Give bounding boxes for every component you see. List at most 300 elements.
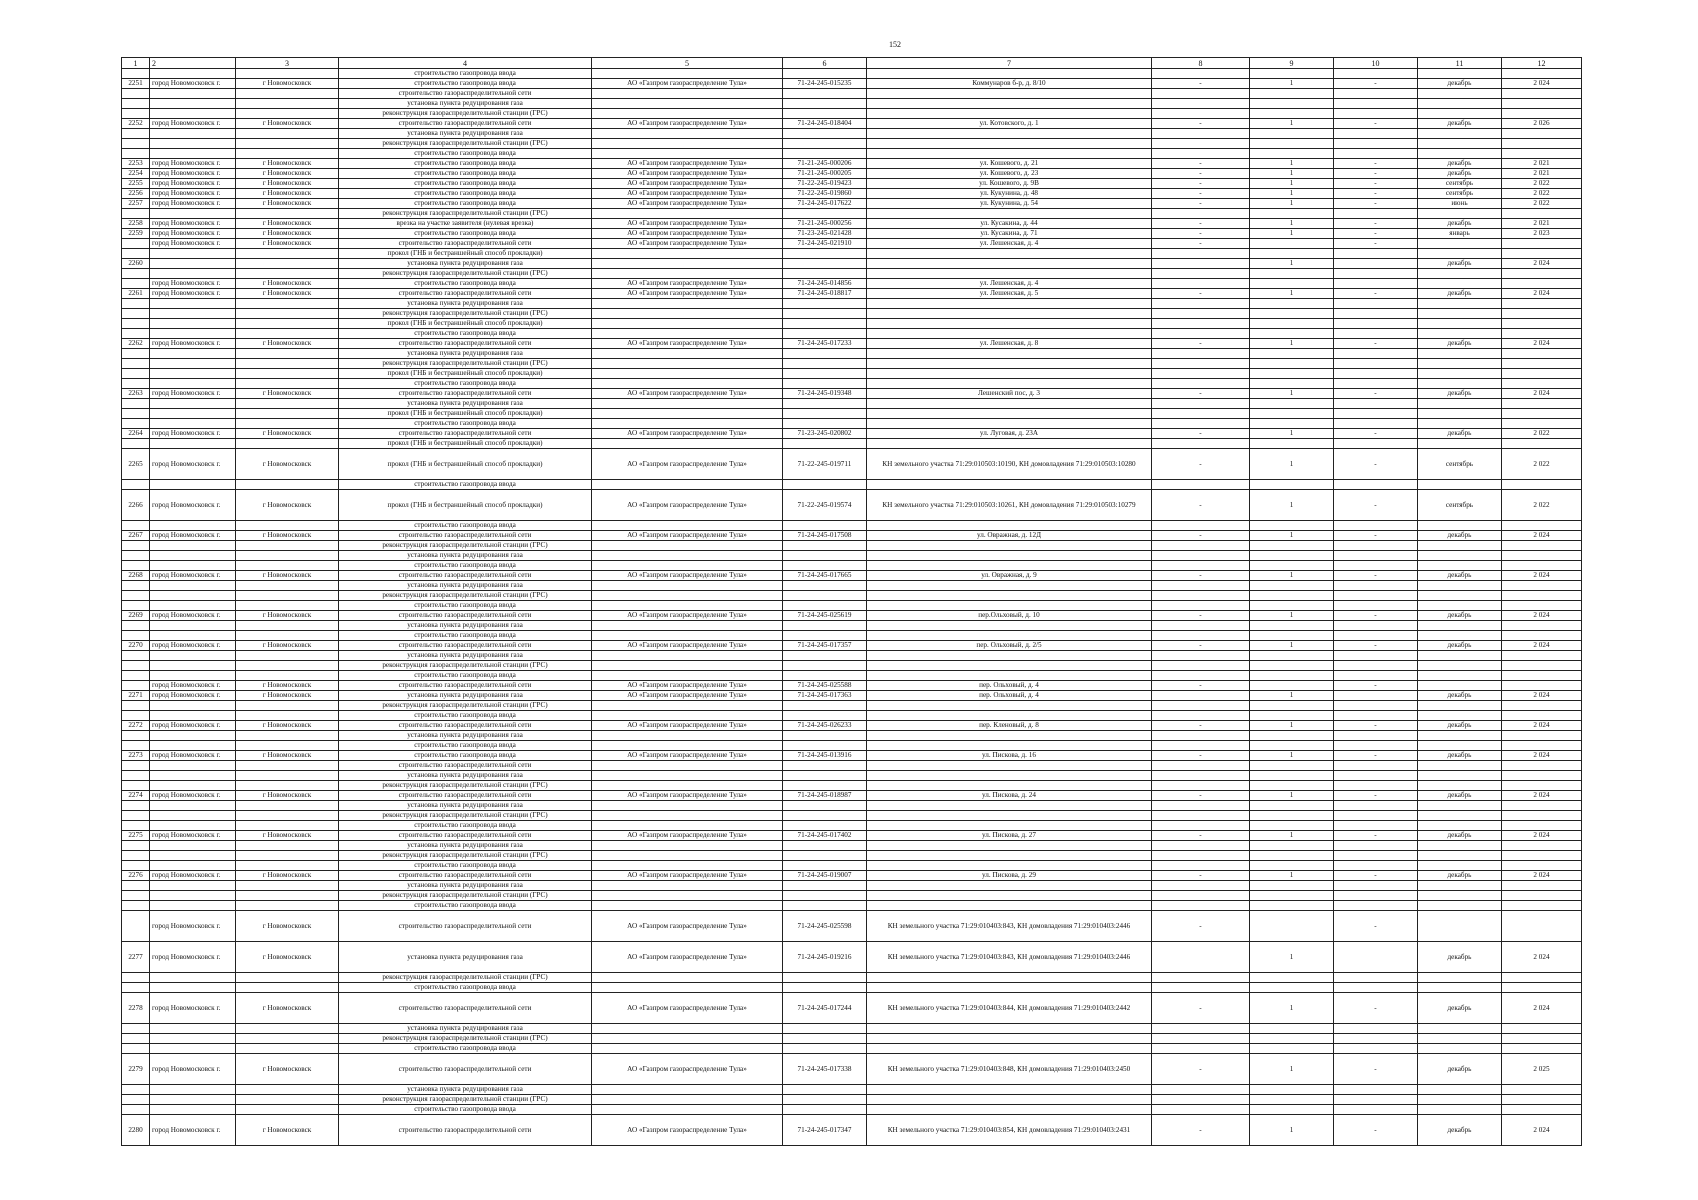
cell-municipality: г Новомосковск [236,119,339,129]
cell-address [867,781,1152,791]
cell-application-number [783,249,867,259]
cell-col-8: - [1152,119,1250,129]
cell-municipality [236,1085,339,1095]
cell-col-10 [1334,811,1418,821]
cell-settlement [150,601,236,611]
cell-work-type: строительство газопровода ввода [339,189,592,199]
cell-month [1418,781,1502,791]
cell-count [1250,771,1334,781]
cell-col-8 [1152,409,1250,419]
cell-count: 1 [1250,611,1334,621]
cell-month [1418,209,1502,219]
cell-count: 1 [1250,199,1334,209]
cell-count: 1 [1250,339,1334,349]
cell-year [1502,149,1582,159]
cell-month [1418,269,1502,279]
cell-address [867,139,1152,149]
cell-col-10: - [1334,681,1418,691]
cell-organization: АО «Газпром газораспределение Тула» [592,791,783,801]
table-row [122,1044,1582,1054]
cell-year: 2 024 [1502,791,1582,801]
cell-municipality: г Новомосковск [236,911,339,942]
cell-month: декабрь [1418,993,1502,1024]
cell-month [1418,1095,1502,1105]
cell-col-8 [1152,891,1250,901]
cell-col-10: - [1334,119,1418,129]
cell-work-type: установка пункта редуцирования газа [339,129,592,139]
cell-settlement [150,591,236,601]
cell-work-type: строительство газораспределительной сети [339,993,592,1024]
cell-col-8: - [1152,339,1250,349]
cell-month [1418,521,1502,531]
table-row [122,179,1582,189]
table-row [122,239,1582,249]
cell-count [1250,1085,1334,1095]
cell-count [1250,781,1334,791]
cell-row-number [122,139,150,149]
cell-col-8 [1152,761,1250,771]
cell-col-8 [1152,109,1250,119]
cell-address: ул. Овражная, д. 12Д [867,531,1152,541]
cell-row-number [122,349,150,359]
cell-application-number [783,480,867,490]
cell-col-8: - [1152,911,1250,942]
cell-col-10: - [1334,179,1418,189]
cell-col-8 [1152,139,1250,149]
cell-year: 2 026 [1502,119,1582,129]
table-row [122,379,1582,389]
cell-settlement [150,359,236,369]
cell-row-number [122,621,150,631]
cell-municipality [236,881,339,891]
cell-month: декабрь [1418,751,1502,761]
cell-row-number [122,881,150,891]
cell-count [1250,881,1334,891]
cell-work-type: строительство газораспределительной сети [339,239,592,249]
table-row [122,911,1582,942]
cell-row-number [122,359,150,369]
cell-col-8: - [1152,1115,1250,1146]
cell-year: 2 024 [1502,79,1582,89]
cell-row-number [122,379,150,389]
cell-row-number [122,149,150,159]
cell-settlement: город Новомосковск г. [150,611,236,621]
cell-settlement [150,541,236,551]
cell-col-8 [1152,1085,1250,1095]
cell-organization [592,129,783,139]
cell-organization [592,521,783,531]
cell-col-10: - [1334,79,1418,89]
cell-settlement [150,419,236,429]
cell-col-10 [1334,671,1418,681]
cell-year: 2 024 [1502,611,1582,621]
cell-address: ул. Пискова, д. 27 [867,831,1152,841]
cell-municipality: г Новомосковск [236,993,339,1024]
cell-municipality [236,89,339,99]
cell-count: 1 [1250,571,1334,581]
cell-municipality: г Новомосковск [236,199,339,209]
cell-col-10: - [1334,199,1418,209]
cell-application-number: 71-24-245-014856 [783,279,867,289]
cell-year [1502,861,1582,871]
cell-row-number [122,480,150,490]
cell-organization [592,419,783,429]
cell-municipality: г Новомосковск [236,751,339,761]
cell-municipality [236,329,339,339]
cell-col-10 [1334,379,1418,389]
cell-address [867,369,1152,379]
cell-row-number [122,651,150,661]
cell-address: ул. Кошевого, д. 9В [867,179,1152,189]
cell-col-8 [1152,601,1250,611]
cell-col-10 [1334,851,1418,861]
cell-address [867,1095,1152,1105]
cell-col-8: - [1152,490,1250,521]
cell-month [1418,1034,1502,1044]
cell-col-8: - [1152,449,1250,480]
cell-municipality: г Новомосковск [236,339,339,349]
cell-count: 1 [1250,449,1334,480]
cell-col-10 [1334,419,1418,429]
cell-col-10 [1334,942,1418,973]
cell-organization [592,359,783,369]
cell-col-10: - [1334,751,1418,761]
cell-settlement: город Новомосковск г. [150,681,236,691]
cell-row-number [122,521,150,531]
cell-application-number [783,521,867,531]
cell-organization [592,329,783,339]
cell-application-number [783,661,867,671]
table-row [122,731,1582,741]
cell-count [1250,319,1334,329]
cell-month: декабрь [1418,79,1502,89]
cell-month: декабрь [1418,339,1502,349]
table-row [122,1085,1582,1095]
cell-organization [592,109,783,119]
cell-address [867,731,1152,741]
cell-organization: АО «Газпром газораспределение Тула» [592,429,783,439]
cell-work-type: строительство газопровода ввода [339,741,592,751]
cell-application-number [783,973,867,983]
table-row [122,1115,1582,1146]
cell-organization [592,249,783,259]
cell-count [1250,369,1334,379]
cell-settlement [150,259,236,269]
cell-count: 9 [1250,58,1334,69]
cell-address [867,771,1152,781]
cell-month [1418,89,1502,99]
table-row [122,119,1582,129]
cell-year [1502,671,1582,681]
cell-col-8 [1152,983,1250,993]
cell-application-number: 71-24-245-018404 [783,119,867,129]
cell-count: 1 [1250,993,1334,1024]
cell-organization: АО «Газпром газораспределение Тула» [592,159,783,169]
cell-month [1418,881,1502,891]
cell-address: ул. Кукунина, д. 54 [867,199,1152,209]
cell-row-number: 2258 [122,219,150,229]
cell-col-8 [1152,329,1250,339]
cell-municipality [236,851,339,861]
cell-year [1502,661,1582,671]
cell-col-8: - [1152,199,1250,209]
cell-year: 2 024 [1502,691,1582,701]
cell-col-10: - [1334,791,1418,801]
cell-year [1502,841,1582,851]
cell-settlement: город Новомосковск г. [150,691,236,701]
cell-month: декабрь [1418,1054,1502,1085]
cell-year [1502,1034,1582,1044]
table-row [122,369,1582,379]
cell-year [1502,1044,1582,1054]
cell-month: декабрь [1418,871,1502,881]
cell-row-number [122,1095,150,1105]
cell-work-type: прокол (ГНБ и бестраншейный способ прокладки) [339,249,592,259]
cell-row-number [122,581,150,591]
cell-address [867,309,1152,319]
cell-address [867,851,1152,861]
cell-month [1418,761,1502,771]
cell-count [1250,741,1334,751]
cell-count: 1 [1250,259,1334,269]
cell-month [1418,601,1502,611]
cell-count: 1 [1250,490,1334,521]
cell-row-number [122,861,150,871]
cell-municipality [236,359,339,369]
cell-row-number: 2275 [122,831,150,841]
cell-work-type: прокол (ГНБ и бестраншейный способ прокладки) [339,449,592,480]
cell-row-number [122,239,150,249]
cell-work-type: установка пункта редуцирования газа [339,771,592,781]
cell-col-8 [1152,591,1250,601]
table-row [122,601,1582,611]
cell-row-number [122,249,150,259]
cell-settlement [150,631,236,641]
cell-col-10 [1334,651,1418,661]
cell-application-number: 71-24-245-026233 [783,721,867,731]
cell-col-8 [1152,379,1250,389]
cell-application-number [783,851,867,861]
cell-count: 1 [1250,289,1334,299]
cell-row-number [122,551,150,561]
cell-row-number [122,309,150,319]
cell-application-number [783,551,867,561]
cell-address [867,399,1152,409]
cell-count [1250,439,1334,449]
cell-col-10 [1334,973,1418,983]
cell-application-number [783,983,867,993]
cell-row-number: 2261 [122,289,150,299]
cell-application-number: 71-24-245-019348 [783,389,867,399]
cell-address: ул. Пискова, д. 16 [867,751,1152,761]
table-row [122,621,1582,631]
cell-settlement: город Новомосковск г. [150,721,236,731]
cell-year: 2 024 [1502,389,1582,399]
cell-year [1502,249,1582,259]
cell-application-number: 71-24-245-017347 [783,1115,867,1146]
table-row [122,269,1582,279]
cell-work-type: прокол (ГНБ и бестраншейный способ прокладки) [339,369,592,379]
cell-address [867,973,1152,983]
table-row [122,159,1582,169]
table-row [122,149,1582,159]
cell-year [1502,129,1582,139]
cell-month [1418,69,1502,79]
cell-month [1418,911,1502,942]
cell-month: декабрь [1418,389,1502,399]
cell-address: КН земельного участка 71:29:010503:10261, КН домовладения 71:29:010503:10279 [867,490,1152,521]
cell-count [1250,1105,1334,1115]
cell-address: ул. Пискова, д. 29 [867,871,1152,881]
cell-row-number [122,1034,150,1044]
cell-count [1250,349,1334,359]
cell-organization [592,541,783,551]
cell-organization [592,741,783,751]
table-row [122,541,1582,551]
cell-organization [592,399,783,409]
cell-organization: АО «Газпром газораспределение Тула» [592,911,783,942]
cell-settlement [150,369,236,379]
cell-col-8 [1152,551,1250,561]
cell-col-10: - [1334,219,1418,229]
cell-work-type: строительство газораспределительной сети [339,429,592,439]
cell-year [1502,551,1582,561]
cell-col-8: - [1152,871,1250,881]
cell-address [867,349,1152,359]
cell-settlement [150,661,236,671]
cell-col-8 [1152,69,1250,79]
gas-connection-table [121,57,1581,1146]
cell-row-number: 2255 [122,179,150,189]
cell-application-number [783,419,867,429]
cell-year [1502,1085,1582,1095]
cell-count [1250,419,1334,429]
cell-address [867,69,1152,79]
cell-settlement [150,209,236,219]
cell-application-number [783,139,867,149]
cell-settlement [150,801,236,811]
cell-application-number [783,349,867,359]
cell-municipality [236,631,339,641]
cell-municipality: г Новомосковск [236,79,339,89]
cell-row-number: 2269 [122,611,150,621]
cell-year [1502,781,1582,791]
cell-col-10 [1334,299,1418,309]
cell-municipality [236,801,339,811]
table-row [122,942,1582,973]
cell-application-number [783,821,867,831]
cell-month [1418,891,1502,901]
cell-col-8 [1152,881,1250,891]
cell-month [1418,439,1502,449]
cell-address [867,821,1152,831]
cell-settlement [150,129,236,139]
cell-year: 2 022 [1502,490,1582,521]
cell-address [867,741,1152,751]
cell-col-8: - [1152,751,1250,761]
cell-year [1502,561,1582,571]
cell-municipality: г Новомосковск [236,531,339,541]
cell-year: 2 024 [1502,641,1582,651]
cell-settlement: город Новомосковск г. [150,641,236,651]
cell-col-8 [1152,249,1250,259]
cell-col-8 [1152,711,1250,721]
table-row [122,339,1582,349]
cell-row-number: 2265 [122,449,150,480]
cell-address: ул. Кусакина, д. 71 [867,229,1152,239]
cell-address: ул. Овражная, д. 9 [867,571,1152,581]
cell-application-number: 71-24-245-013916 [783,751,867,761]
cell-row-number [122,409,150,419]
cell-month [1418,279,1502,289]
cell-settlement [150,1095,236,1105]
cell-application-number [783,741,867,751]
cell-month: сентябрь [1418,179,1502,189]
cell-address [867,359,1152,369]
cell-work-type: строительство газораспределительной сети [339,791,592,801]
cell-organization [592,1044,783,1054]
cell-count: 1 [1250,169,1334,179]
cell-work-type: строительство газораспределительной сети [339,571,592,581]
cell-col-10 [1334,1034,1418,1044]
cell-month: январь [1418,229,1502,239]
cell-count: 1 [1250,691,1334,701]
cell-month [1418,1024,1502,1034]
cell-application-number [783,671,867,681]
cell-year [1502,771,1582,781]
cell-address [867,761,1152,771]
cell-address [867,671,1152,681]
cell-organization [592,1105,783,1115]
data-table [121,57,1582,1146]
cell-col-10: - [1334,531,1418,541]
cell-month: декабрь [1418,691,1502,701]
cell-count: 1 [1250,751,1334,761]
table-row [122,99,1582,109]
cell-application-number [783,1095,867,1105]
cell-organization: АО «Газпром газораспределение Тула» [592,199,783,209]
cell-organization [592,771,783,781]
cell-settlement [150,109,236,119]
cell-count [1250,480,1334,490]
cell-address: КН земельного участка 71:29:010403:848, КН домовладения 71:29:010403:2450 [867,1054,1152,1085]
cell-organization [592,601,783,611]
cell-row-number [122,661,150,671]
cell-count [1250,551,1334,561]
cell-col-10 [1334,309,1418,319]
cell-month [1418,329,1502,339]
cell-address: Лешенский пос, д. 3 [867,389,1152,399]
cell-settlement [150,89,236,99]
cell-organization [592,901,783,911]
cell-col-8 [1152,581,1250,591]
cell-col-8 [1152,631,1250,641]
cell-month [1418,711,1502,721]
cell-col-10 [1334,139,1418,149]
cell-organization: АО «Газпром газораспределение Тула» [592,229,783,239]
cell-row-number [122,1085,150,1095]
cell-application-number: 71-24-245-018817 [783,289,867,299]
cell-settlement: город Новомосковск г. [150,1115,236,1146]
cell-month: декабрь [1418,721,1502,731]
cell-count: 1 [1250,531,1334,541]
cell-application-number: 71-24-245-017363 [783,691,867,701]
cell-organization: АО «Газпром газораспределение Тула» [592,339,783,349]
cell-count [1250,99,1334,109]
cell-row-number [122,711,150,721]
cell-address [867,621,1152,631]
cell-col-8 [1152,661,1250,671]
